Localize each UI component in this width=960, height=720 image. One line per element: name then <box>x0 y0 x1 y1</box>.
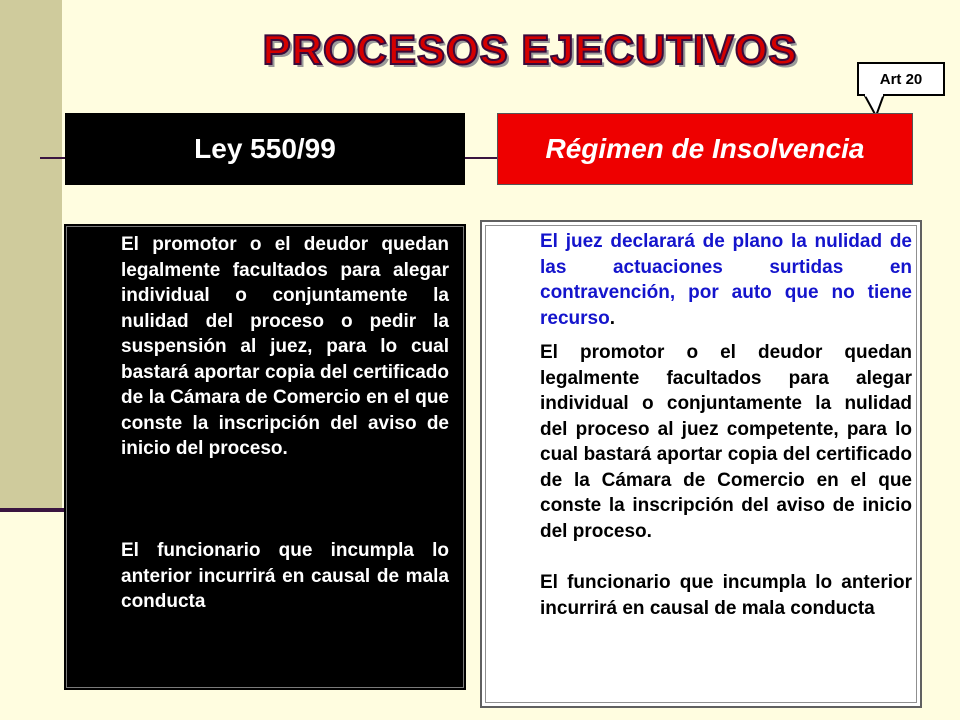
side-divider-line <box>0 508 66 512</box>
right-paragraph-3: El funcionario que incumpla lo anterior incurrirá en causal de mala conducta <box>540 572 912 619</box>
right-panel <box>480 220 922 708</box>
right-paragraph-2: El promotor o el deudor quedan legalmente facultados para alegar individual o conjuntamente la nulidad del proceso al juez competente, para lo cual bastará aportar copia del certificado de la Cámara de Comercio en el que conste la inscripción del aviso de inicio del proceso. <box>540 342 912 542</box>
right-paragraph-1-end: . <box>609 307 615 329</box>
callout-art20: Art 20 <box>857 62 945 96</box>
left-paragraph-1: El promotor o el deudor quedan legalmente facultados para alegar individual o conjuntamente la nulidad del proceso o pedir la suspensión al juez, para lo cual bastará aportar copia del certificado de la Cámara de Comercio en el que conste la inscripción del aviso de inicio del proceso. <box>121 234 449 459</box>
right-paragraph-1-highlight: El juez declarará de plano la nulidad de las actuaciones surtidas en contravención, por auto que no tiene recurso <box>540 231 912 329</box>
side-band <box>0 0 62 510</box>
connector-line-left <box>40 157 66 159</box>
right-paragraph-1 <box>540 229 912 331</box>
slide-title: PROCESOS EJECUTIVOS <box>262 26 798 73</box>
left-paragraph-2: El funcionario que incumpla lo anterior incurrirá en causal de mala conducta <box>121 540 449 612</box>
left-panel <box>64 224 466 690</box>
header-regimen-insolvencia: Régimen de Insolvencia <box>497 113 913 185</box>
header-ley-550: Ley 550/99 <box>65 113 465 185</box>
connector-line-middle <box>465 157 498 159</box>
